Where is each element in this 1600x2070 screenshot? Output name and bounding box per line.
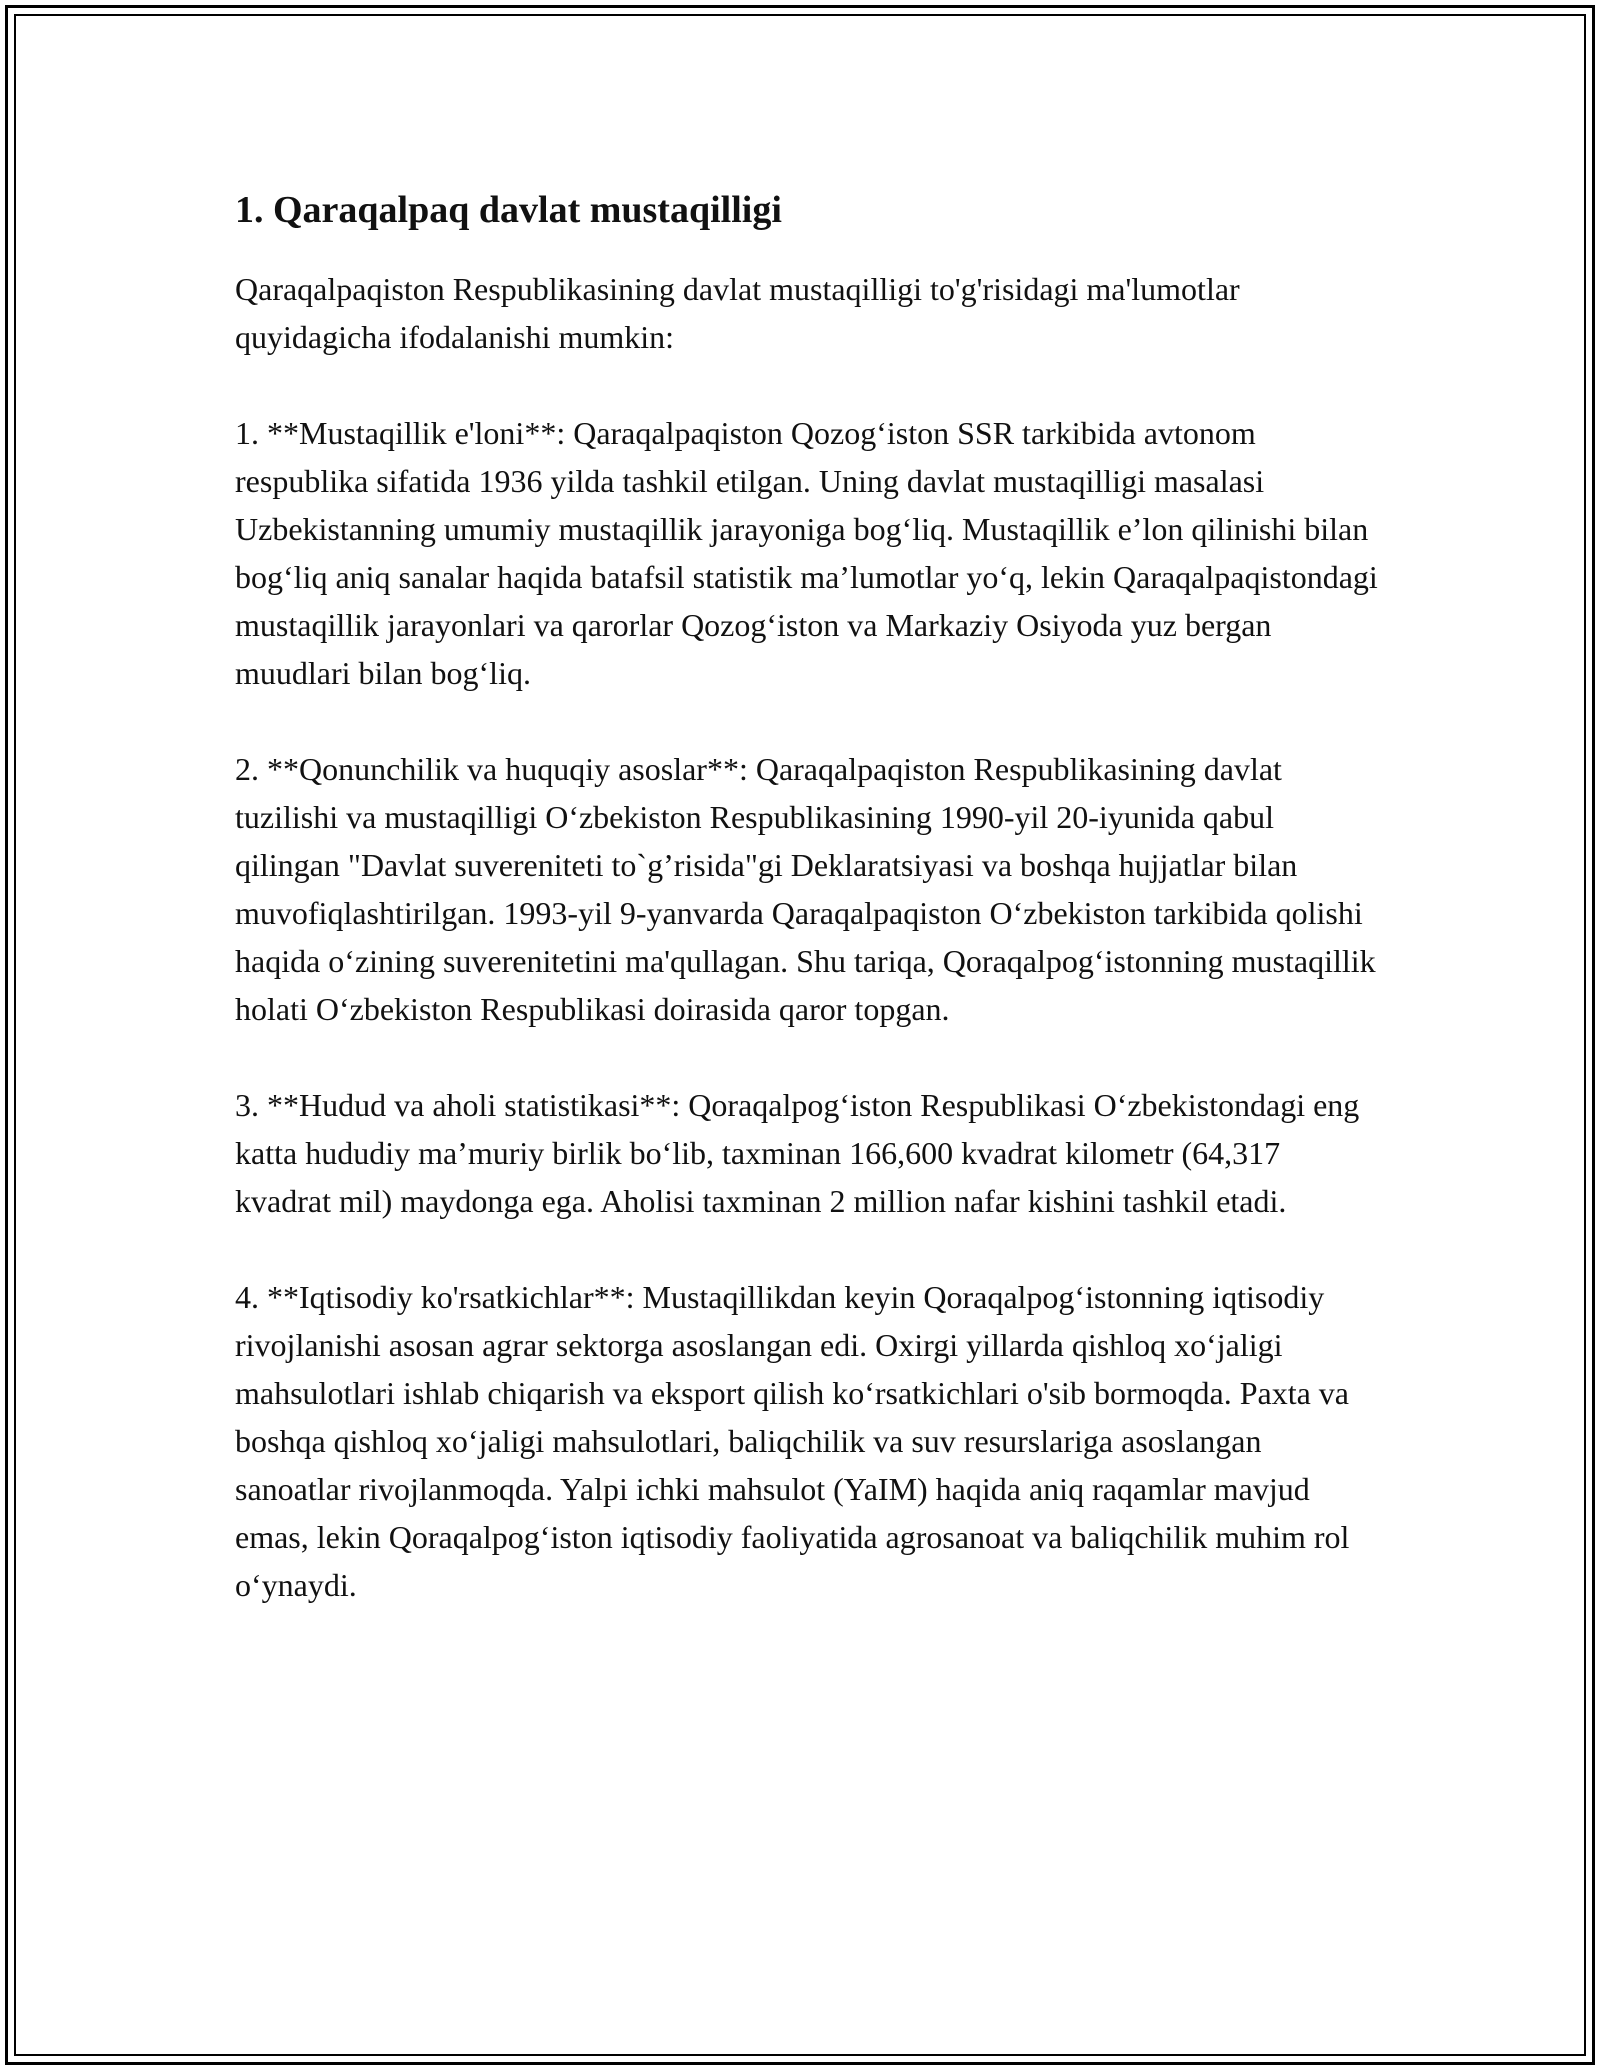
paragraph-legal-basis: 2. **Qonunchilik va huquqiy asoslar**: Qaraqalpaqiston Respublikasining davlat tuzilishi va mustaqilligi O‘zbekiston Respublikasining 1990-yil 20-iyunida qabul qilingan "Davlat suvereniteti to`g’risida"gi Deklaratsiyasi va boshqa hujjatlar bilan muvofiqlashtirilgan. 1993-yil 9-yanvarda Qaraqalpaqiston O‘zbekiston tarkibida qolishi haqida o‘zining suverenitetini ma'qullagan. Shu tariqa, Qoraqalpog‘istonning mustaqillik holati O‘zbekiston Respublikasi doirasida qaror topgan. <box>235 751 1376 1028</box>
paragraph-independence-declaration: 1. **Mustaqillik e'loni**: Qaraqalpaqiston Qozog‘iston SSR tarkibida avtonom respublika sifatida 1936 yilda tashkil etilgan. Uning davlat mustaqilligi masalasi Uzbekistanning umumiy mustaqillik jarayoniga bog‘liq. Mustaqillik e’lon qilinishi bilan bog‘liq aniq sanalar haqida batafsil statistik ma’lumotlar yo‘q, lekin Qaraqalpaqistondagi mustaqillik jarayonlari va qarorlar Qozog‘iston va Markaziy Osiyoda yuz bergan muudlari bilan bog‘liq. <box>235 415 1378 692</box>
paragraph-territory-population: 3. **Hudud va aholi statistikasi**: Qoraqalpog‘iston Respublikasi O‘zbekistondagi eng katta hududiy ma’muriy birlik bo‘lib, taxminan 166,600 kvadrat kilometr (64,317 kvadrat mil) maydonga ega. Aholisi taxminan 2 million nafar kishini tashkil etadi. <box>235 1087 1360 1220</box>
intro-paragraph: Qaraqalpaqiston Respublikasining davlat mustaqilligi to'g'risidagi ma'lumotlar quyidagicha ifodalanishi mumkin: <box>235 271 1240 356</box>
paragraph-economic-indicators: 4. **Iqtisodiy ko'rsatkichlar**: Mustaqillikdan keyin Qoraqalpog‘istonning iqtisodiy rivojlanishi asosan agrar sektorga asoslangan edi. Oxirgi yillarda qishloq xo‘jaligi mahsulotlari ishlab chiqarish va eksport qilish ko‘rsatkichlari o'sib bormoqda. Paxta va boshqa qishloq xo‘jaligi mahsulotlari, baliqchilik va suv resurslariga asoslangan sanoatlar rivojlanmoqda. Yalpi ichki mahsulot (YaIM) haqida aniq raqamlar mavjud emas, lekin Qoraqalpog‘iston iqtisodiy faoliyatida agrosanoat va baliqchilik muhim rol o‘ynaydi. <box>235 1279 1350 1604</box>
document-title: 1. Qaraqalpaq davlat mustaqilligi <box>235 189 782 231</box>
document-body <box>235 186 1380 1657</box>
